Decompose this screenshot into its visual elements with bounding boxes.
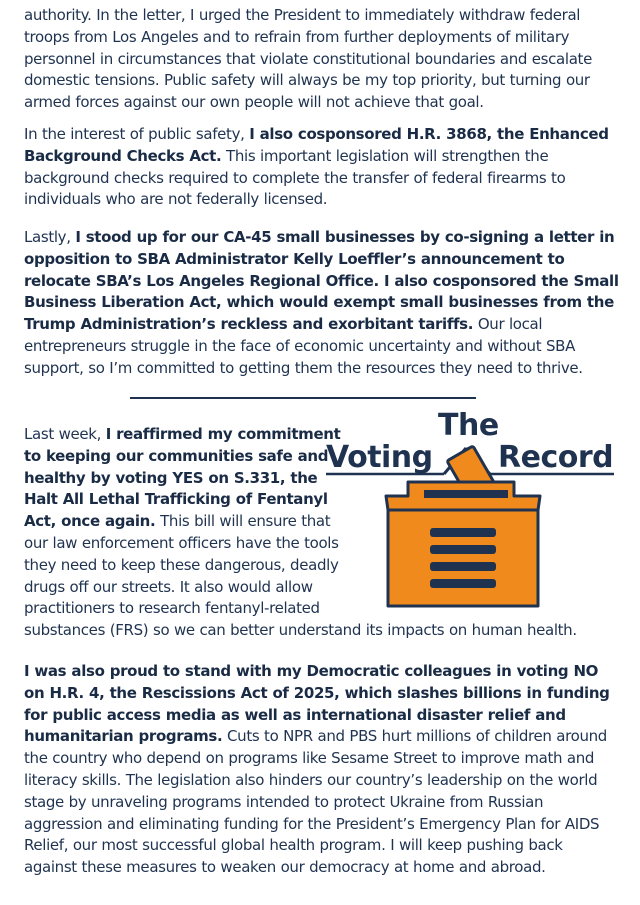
paragraph-troops-letter <box>24 5 620 114</box>
paragraph-rescissions-vote <box>24 661 620 879</box>
paragraph-bold: I was also proud to stand with my Democratic colleagues in voting NO on H.R. 4, the Rescissions Act of 2025, which slashes billions in funding for public access media as well as international disaster relief and humanitarian programs. <box>24 662 610 746</box>
paragraph-rest: This important legislation will strengthen the background checks required to complete the transfer of federal firearms to individuals who are not federally licensed. <box>24 146 566 209</box>
paragraph-bold: I stood up for our CA-45 small businesses by co-signing a letter in opposition to SBA Administrator Kelly Loeffler’s announcement to relocate SBA’s Los Angeles Regional Office. I also cosponsored the Small Business Liberation Act, which would exempt small businesses from the Trump Administration’s reckless and exorbitant tariffs. <box>24 228 619 334</box>
paragraph-lead: In the interest of public safety, <box>24 125 250 143</box>
ballot-box-icon <box>318 406 640 612</box>
paragraph-bold: I reaffirmed my commitment to keeping our communities safe and healthy by voting YES on S.331, the Halt All Lethal Trafficking of Fentanyl Act, once again. <box>24 425 341 531</box>
paragraph-background-checks <box>24 124 620 211</box>
logo-word-voting: Voting <box>326 440 433 475</box>
paragraph-small-businesses <box>24 227 620 380</box>
paragraph-rest: Our local entrepreneurs struggle in the face of economic uncertainty and without SBA support, so I’m committed to getting them the resources they need to thrive. <box>24 315 583 377</box>
paragraph-bold: I also cosponsored H.R. 3868, the Enhanced Background Checks Act. <box>24 125 609 165</box>
paragraph-rest: This bill will ensure that our law enforcement officers have the tools they need to keep these dangerous, deadly drugs off our streets. It also would allow practitioners to research fentanyl-related substances (FRS) so we can better understand its impacts on human health. <box>24 512 577 640</box>
paragraph-lead: Lastly, <box>24 228 76 246</box>
paragraph-lead: Last week, <box>24 425 106 443</box>
section-divider <box>130 397 476 399</box>
voting-record-logo <box>318 406 640 612</box>
paragraph-text: authority. In the letter, I urged the President to immediately withdraw federal troops from Los Angeles and to refrain from further deployments of military personnel in circumstances that violate constitutional boundaries and escalate domestic tensions. Public safety will always be my top priority, but turning our armed forces against our own people will not achieve that goal. <box>24 6 592 112</box>
logo-word-the: The <box>438 408 499 443</box>
paragraph-rest: Cuts to NPR and PBS hurt millions of children around the country who depend on programs like Sesame Street to improve math and literacy skills. The legislation also hinders our country’s leadership on the world stage by unraveling programs intended to protect Ukraine from Russian aggression and eliminating funding for the President’s Emergency Plan for AIDS Relief, our most successful global health program. I will keep pushing back against these measures to weaken our democracy at home and abroad. <box>24 727 607 877</box>
logo-word-record: Record <box>498 440 614 475</box>
